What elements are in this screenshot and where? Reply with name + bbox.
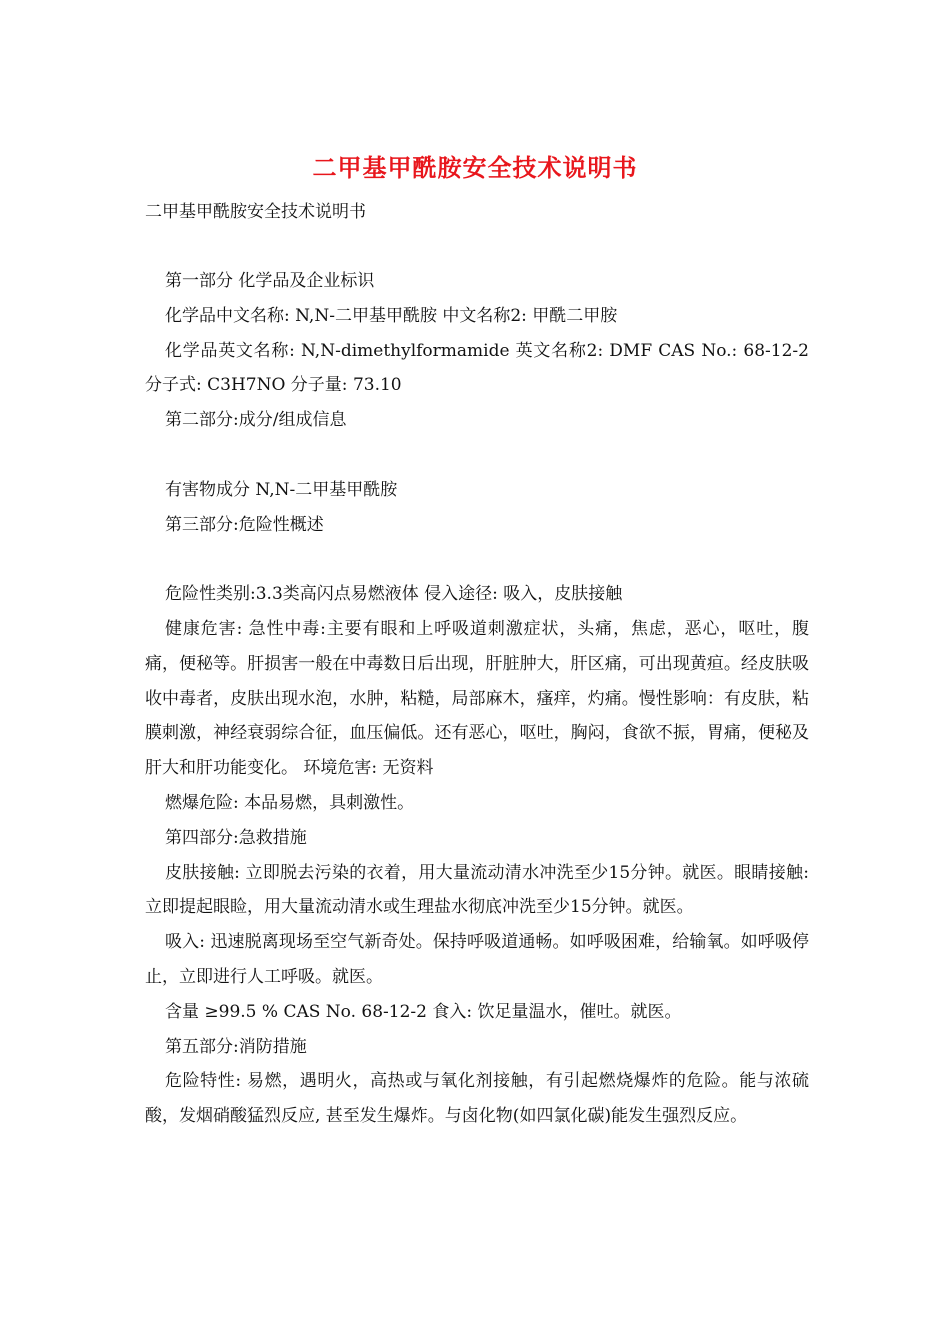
paragraph-hazard-characteristics: 危险特性: 易燃，遇明火，高热或与氧化剂接触，有引起燃烧爆炸的危险。能与浓硫酸，发烟硝酸猛烈反应, 甚至发生爆炸。与卤化物(如四氯化碳)能发生强烈反应。: [145, 1071, 809, 1127]
paragraph-health-hazard: 健康危害: 急性中毒:主要有眼和上呼吸道刺激症状，头痛，焦虑，恶心，呕吐，腹痛，便秘等。肝损害一般在中毒数日后出现，肝脏肿大，肝区痛，可出现黄疸。经皮肤吸收中毒者，皮肤出现水泡，水肿，粘糙，局部麻木，瘙痒，灼痛。慢性影响：有皮肤，粘膜刺激，神经衰弱综合征，血压偏低。还有恶心，呕吐，胸闷，食欲不振，胃痛，便秘及肝大和肝功能变化。 环境危害: 无资料: [145, 618, 809, 779]
document-body: [145, 264, 809, 1134]
paragraph-explosion-hazard: 燃爆危险: 本品易燃，具刺激性。: [165, 792, 415, 813]
paragraph-hazardous-component: 有害物成分 N,N-二甲基甲酰胺: [165, 479, 398, 500]
paragraph-inhalation: 吸入: 迅速脱离现场至空气新奇处。保持呼吸道通畅。如呼吸困难，给输氧。如呼吸停止，立即进行人工呼吸。就医。: [145, 932, 809, 987]
section-heading-1: 第一部分 化学品及企业标识: [165, 271, 375, 291]
paragraph-content-ingestion: 含量 ≥99.5 % CAS No. 68-12-2 食入: 饮足量温水，催吐。就医。: [165, 1001, 682, 1022]
document-title: 二甲基甲酰胺安全技术说明书: [312, 153, 638, 182]
section-heading-4: 第四部分:急救措施: [165, 827, 307, 848]
paragraph-chinese-name: 化学品中文名称: N,N-二甲基甲酰胺 中文名称2: 甲酰二甲胺: [165, 305, 618, 326]
paragraph-hazard-category: 危险性类别:3.3类高闪点易燃液体 侵入途径: 吸入，皮肤接触: [165, 584, 623, 605]
section-heading-5: 第五部分:消防措施: [165, 1036, 307, 1057]
paragraph-english-name: 化学品英文名称: N,N-dimethylformamide 英文名称2: DMF CAS No.: 68-12-2 分子式: C3H7NO 分子量: 73.10: [145, 340, 809, 396]
document-subtitle: 二甲基甲酰胺安全技术说明书: [145, 202, 366, 222]
section-heading-2: 第二部分:成分/组成信息: [165, 410, 347, 431]
paragraph-skin-eye-contact: 皮肤接触: 立即脱去污染的衣着，用大量流动清水冲洗至少15分钟。就医。眼睛接触: 立即提起眼睑，用大量流动清水或生理盐水彻底冲洗至少15分钟。就医。: [145, 862, 809, 918]
section-heading-3: 第三部分:危险性概述: [165, 514, 324, 535]
